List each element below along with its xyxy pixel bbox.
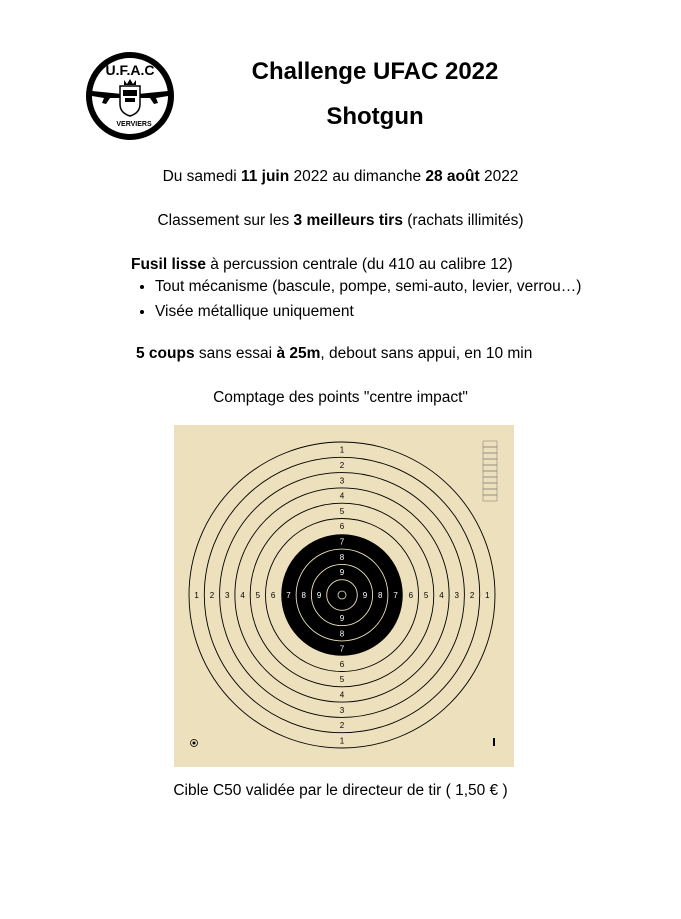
ring-number-label: 5 — [423, 591, 429, 600]
list-item: • Visée métallique uniquement — [155, 303, 581, 321]
logo-top-text: U.F.A.C — [105, 62, 155, 78]
ring-number-label: 9 — [339, 568, 345, 578]
corner-mark — [493, 738, 495, 746]
ufac-logo — [84, 50, 176, 142]
ring-number-label: 6 — [270, 591, 276, 600]
ring-number-label: 8 — [339, 629, 345, 639]
ring-number-label: 8 — [301, 591, 306, 600]
ring-number-label: 3 — [454, 591, 459, 600]
ring-number-label: 1 — [339, 736, 345, 746]
ring-number-label: 3 — [225, 591, 230, 600]
ring-number-label: 1 — [194, 591, 199, 600]
ring-number-label: 4 — [339, 491, 345, 501]
ring-number-label: 4 — [240, 591, 245, 600]
ring-number-label: 2 — [339, 460, 345, 470]
ring-number-label: 3 — [339, 705, 345, 715]
ring-number-label: 6 — [339, 659, 345, 669]
target-c50 — [174, 425, 514, 767]
ring-number-label: 2 — [209, 591, 215, 600]
ring-number-label: 7 — [393, 591, 398, 600]
ring-number-label: 9 — [362, 591, 368, 600]
ring-number-label: 1 — [485, 591, 490, 600]
ring-number-label: 8 — [378, 591, 383, 600]
target-caption: Cible C50 validée par le directeur de tir ( 1,50 € ) — [173, 782, 508, 799]
weapon-line: Fusil lisse à percussion centrale (du 410 au calibre 12) — [131, 256, 513, 273]
ring-number-label: 7 — [286, 591, 291, 600]
start-date: 11 juin — [240, 168, 290, 185]
weapon-rules-list — [132, 278, 581, 328]
ring-number-label: 6 — [339, 522, 345, 532]
ring-number-label: 2 — [469, 591, 475, 600]
page-title: Challenge UFAC 2022 — [251, 58, 499, 85]
shots-line: 5 coups sans essai à 25m, debout sans appui, en 10 min — [136, 345, 533, 362]
ring-number-label: 9 — [316, 591, 322, 600]
end-date: 28 août — [425, 168, 480, 185]
ring-number-label: 4 — [339, 690, 345, 700]
ring-number-label: 5 — [339, 675, 345, 685]
page-subtitle: Shotgun — [326, 103, 424, 130]
ring-number-label: 9 — [339, 613, 345, 623]
logo-mark-dot — [193, 742, 196, 745]
ring-number-label: 4 — [439, 591, 444, 600]
list-item: • Tout mécanisme (bascule, pompe, semi-auto, levier, verrou…) — [155, 278, 581, 296]
ring-number-label: 5 — [255, 591, 261, 600]
date-range-line: Du samedi 11 juin 2022 au dimanche 28 août 2022 — [162, 168, 519, 185]
ring-number-label: 6 — [408, 591, 414, 600]
ring-number-label: 5 — [339, 506, 345, 516]
ring-number-label: 7 — [339, 537, 345, 547]
ring-number-label: 8 — [339, 552, 345, 562]
ring-number-label: 1 — [339, 445, 345, 455]
ring-number-label: 3 — [339, 476, 345, 486]
logo-bottom-text: VERVIERS — [116, 121, 152, 128]
scoring-line: Comptage des points "centre impact" — [213, 389, 468, 406]
ring-number-label: 7 — [339, 644, 345, 654]
ranking-line: Classement sur les 3 meilleurs tirs (rachats illimités) — [157, 212, 524, 229]
ring-number-label: 2 — [339, 721, 345, 731]
